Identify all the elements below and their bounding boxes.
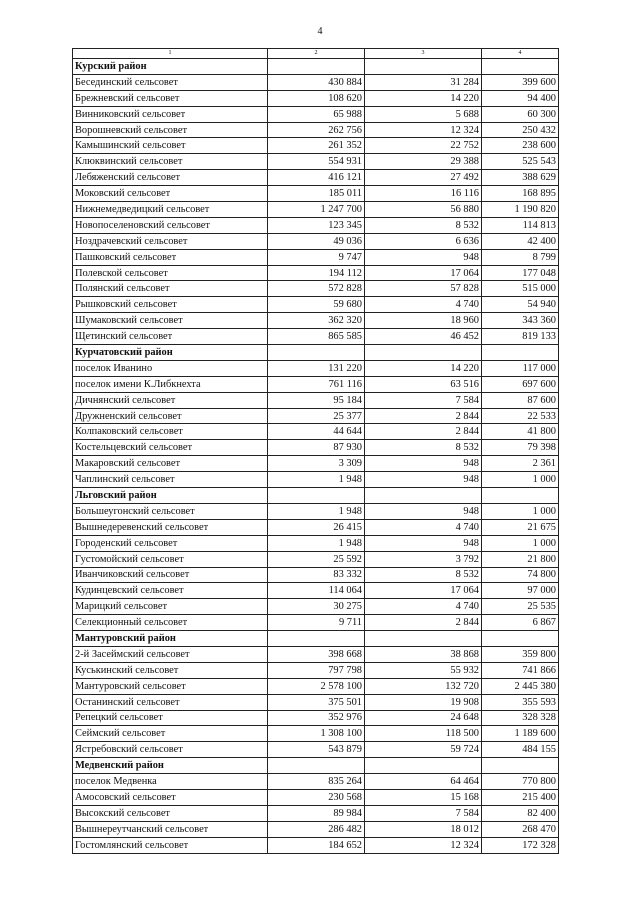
column-4-value: 1 000 <box>482 472 559 488</box>
column-4-value: 42 400 <box>482 233 559 249</box>
settlement-name: Чаплинский сельсовет <box>73 472 268 488</box>
settlement-name: Брежневский сельсовет <box>73 90 268 106</box>
table-row <box>73 519 559 535</box>
table-row <box>73 376 559 392</box>
table-row <box>73 774 559 790</box>
total-value: 230 568 <box>268 789 365 805</box>
column-3-value: 2 844 <box>365 424 482 440</box>
settlement-name: Пашковский сельсовет <box>73 249 268 265</box>
column-4-value: 82 400 <box>482 805 559 821</box>
column-3-value: 15 168 <box>365 789 482 805</box>
column-4-value: 238 600 <box>482 138 559 154</box>
column-4-value: 355 593 <box>482 694 559 710</box>
table-row <box>73 186 559 202</box>
total-value: 375 501 <box>268 694 365 710</box>
column-4-value: 41 800 <box>482 424 559 440</box>
column-3-value: 4 740 <box>365 599 482 615</box>
settlement-name: Нижнемедведицкий сельсовет <box>73 202 268 218</box>
settlement-name: поселок Медвенка <box>73 774 268 790</box>
column-3-value: 2 844 <box>365 408 482 424</box>
column-3-value: 14 220 <box>365 360 482 376</box>
settlement-name: Новопоселеновский сельсовет <box>73 217 268 233</box>
column-3-value: 4 740 <box>365 519 482 535</box>
settlement-name: Винниковский сельсовет <box>73 106 268 122</box>
column-3-value: 55 932 <box>365 662 482 678</box>
column-4-value: 399 600 <box>482 74 559 90</box>
total-value: 572 828 <box>268 281 365 297</box>
table-row <box>73 821 559 837</box>
budget-table <box>72 48 559 854</box>
column-3-value: 57 828 <box>365 281 482 297</box>
column-4-value: 22 533 <box>482 408 559 424</box>
table-row <box>73 694 559 710</box>
column-3-value: 7 584 <box>365 805 482 821</box>
column-3-value <box>365 345 482 361</box>
column-4-value <box>482 488 559 504</box>
total-value: 352 976 <box>268 710 365 726</box>
settlement-name: Густомойский сельсовет <box>73 551 268 567</box>
total-value: 194 112 <box>268 265 365 281</box>
column-3-value: 18 960 <box>365 313 482 329</box>
table-row <box>73 599 559 615</box>
total-value: 1 247 700 <box>268 202 365 218</box>
table-row <box>73 202 559 218</box>
total-value: 25 377 <box>268 408 365 424</box>
table-row <box>73 106 559 122</box>
settlement-name: Амосовский сельсовет <box>73 789 268 805</box>
column-4-value: 1 000 <box>482 535 559 551</box>
district-header-row <box>73 758 559 774</box>
settlement-name: Куськинский сельсовет <box>73 662 268 678</box>
total-value: 1 948 <box>268 535 365 551</box>
column-4-value <box>482 59 559 75</box>
column-number: 1 <box>73 49 268 59</box>
total-value: 114 064 <box>268 583 365 599</box>
total-value <box>268 631 365 647</box>
table-row <box>73 329 559 345</box>
settlement-name: Ястребовский сельсовет <box>73 742 268 758</box>
district-header-row <box>73 345 559 361</box>
total-value: 25 592 <box>268 551 365 567</box>
table-row <box>73 74 559 90</box>
table-row <box>73 424 559 440</box>
settlement-name: Городенский сельсовет <box>73 535 268 551</box>
total-value: 26 415 <box>268 519 365 535</box>
column-4-value: 21 800 <box>482 551 559 567</box>
table-body <box>73 59 559 854</box>
table-row <box>73 551 559 567</box>
table-row <box>73 662 559 678</box>
table-row <box>73 789 559 805</box>
total-value: 87 930 <box>268 440 365 456</box>
settlement-name: Высокский сельсовет <box>73 805 268 821</box>
column-3-value: 59 724 <box>365 742 482 758</box>
table-row <box>73 567 559 583</box>
column-3-value: 5 688 <box>365 106 482 122</box>
table-row <box>73 615 559 631</box>
column-4-value: 25 535 <box>482 599 559 615</box>
district-header-row <box>73 59 559 75</box>
total-value: 3 309 <box>268 456 365 472</box>
total-value: 49 036 <box>268 233 365 249</box>
total-value: 261 352 <box>268 138 365 154</box>
total-value <box>268 345 365 361</box>
settlement-name: Шумаковский сельсовет <box>73 313 268 329</box>
column-4-value: 484 155 <box>482 742 559 758</box>
total-value: 184 652 <box>268 837 365 853</box>
column-4-value: 97 000 <box>482 583 559 599</box>
column-3-value: 8 532 <box>365 567 482 583</box>
total-value: 9 711 <box>268 615 365 631</box>
column-3-value: 14 220 <box>365 90 482 106</box>
settlement-name: Ноздрачевский сельсовет <box>73 233 268 249</box>
column-3-value: 29 388 <box>365 154 482 170</box>
total-value: 123 345 <box>268 217 365 233</box>
total-value: 543 879 <box>268 742 365 758</box>
settlement-name: Дружненский сельсовет <box>73 408 268 424</box>
settlement-name: Гостомлянский сельсовет <box>73 837 268 853</box>
district-header-row <box>73 488 559 504</box>
total-value: 44 644 <box>268 424 365 440</box>
column-3-value: 6 636 <box>365 233 482 249</box>
total-value: 9 747 <box>268 249 365 265</box>
total-value: 65 988 <box>268 106 365 122</box>
total-value <box>268 758 365 774</box>
column-4-value: 1 000 <box>482 503 559 519</box>
settlement-name: Репецкий сельсовет <box>73 710 268 726</box>
settlement-name: Камышинский сельсовет <box>73 138 268 154</box>
table-row <box>73 170 559 186</box>
table-row <box>73 313 559 329</box>
column-number: 3 <box>365 49 482 59</box>
column-number: 2 <box>268 49 365 59</box>
total-value: 2 578 100 <box>268 678 365 694</box>
settlement-name: Селекционный сельсовет <box>73 615 268 631</box>
total-value: 30 275 <box>268 599 365 615</box>
total-value <box>268 488 365 504</box>
column-4-value: 87 600 <box>482 392 559 408</box>
total-value: 1 308 100 <box>268 726 365 742</box>
column-4-value: 1 189 600 <box>482 726 559 742</box>
table-row <box>73 837 559 853</box>
settlement-name: Сеймский сельсовет <box>73 726 268 742</box>
table-row <box>73 408 559 424</box>
column-4-value <box>482 631 559 647</box>
column-number-row <box>73 49 559 59</box>
column-4-value: 770 800 <box>482 774 559 790</box>
column-4-value: 114 813 <box>482 217 559 233</box>
column-4-value: 2 445 380 <box>482 678 559 694</box>
column-3-value: 948 <box>365 249 482 265</box>
total-value: 262 756 <box>268 122 365 138</box>
column-3-value: 7 584 <box>365 392 482 408</box>
settlement-name: Вышнедеревенский сельсовет <box>73 519 268 535</box>
total-value: 362 320 <box>268 313 365 329</box>
table-row <box>73 392 559 408</box>
column-3-value <box>365 59 482 75</box>
district-name: Курчатовский район <box>73 345 268 361</box>
settlement-name: Макаровский сельсовет <box>73 456 268 472</box>
column-4-value: 215 400 <box>482 789 559 805</box>
column-3-value: 118 500 <box>365 726 482 742</box>
column-3-value: 8 532 <box>365 217 482 233</box>
settlement-name: Ворошневский сельсовет <box>73 122 268 138</box>
settlement-name: Полянский сельсовет <box>73 281 268 297</box>
column-4-value: 515 000 <box>482 281 559 297</box>
total-value: 108 620 <box>268 90 365 106</box>
settlement-name: Иванчиковский сельсовет <box>73 567 268 583</box>
district-name: Курский район <box>73 59 268 75</box>
column-3-value: 17 064 <box>365 583 482 599</box>
table-row <box>73 805 559 821</box>
settlement-name: Кудинцевский сельсовет <box>73 583 268 599</box>
table-row <box>73 297 559 313</box>
column-3-value: 3 792 <box>365 551 482 567</box>
column-3-value: 948 <box>365 472 482 488</box>
column-number: 4 <box>482 49 559 59</box>
column-4-value: 359 800 <box>482 646 559 662</box>
district-header-row <box>73 631 559 647</box>
total-value: 865 585 <box>268 329 365 345</box>
column-3-value: 19 908 <box>365 694 482 710</box>
settlement-name: Мантуровский сельсовет <box>73 678 268 694</box>
column-4-value: 525 543 <box>482 154 559 170</box>
column-4-value: 94 400 <box>482 90 559 106</box>
table-row <box>73 90 559 106</box>
column-4-value: 172 328 <box>482 837 559 853</box>
column-3-value: 17 064 <box>365 265 482 281</box>
settlement-name: Большеугонский сельсовет <box>73 503 268 519</box>
settlement-name: Костельцевский сельсовет <box>73 440 268 456</box>
column-4-value: 268 470 <box>482 821 559 837</box>
settlement-name: Останинский сельсовет <box>73 694 268 710</box>
column-3-value: 64 464 <box>365 774 482 790</box>
column-4-value: 21 675 <box>482 519 559 535</box>
column-4-value: 60 300 <box>482 106 559 122</box>
total-value: 430 884 <box>268 74 365 90</box>
column-3-value: 948 <box>365 456 482 472</box>
total-value: 286 482 <box>268 821 365 837</box>
column-4-value: 177 048 <box>482 265 559 281</box>
column-3-value: 16 116 <box>365 186 482 202</box>
column-4-value: 117 000 <box>482 360 559 376</box>
total-value: 95 184 <box>268 392 365 408</box>
settlement-name: Рышковский сельсовет <box>73 297 268 313</box>
total-value: 835 264 <box>268 774 365 790</box>
column-4-value: 250 432 <box>482 122 559 138</box>
column-4-value <box>482 758 559 774</box>
column-3-value: 4 740 <box>365 297 482 313</box>
column-4-value: 388 629 <box>482 170 559 186</box>
table-row <box>73 217 559 233</box>
column-4-value: 343 360 <box>482 313 559 329</box>
column-4-value: 6 867 <box>482 615 559 631</box>
column-4-value: 2 361 <box>482 456 559 472</box>
settlement-name: поселок Иванино <box>73 360 268 376</box>
total-value: 416 121 <box>268 170 365 186</box>
total-value: 761 116 <box>268 376 365 392</box>
column-3-value: 63 516 <box>365 376 482 392</box>
table-row <box>73 138 559 154</box>
settlement-name: Вышнереутчанский сельсовет <box>73 821 268 837</box>
table-row <box>73 503 559 519</box>
table-row <box>73 440 559 456</box>
column-3-value: 948 <box>365 503 482 519</box>
column-3-value <box>365 488 482 504</box>
column-4-value: 741 866 <box>482 662 559 678</box>
table-row <box>73 122 559 138</box>
column-4-value: 697 600 <box>482 376 559 392</box>
total-value: 59 680 <box>268 297 365 313</box>
total-value: 131 220 <box>268 360 365 376</box>
column-3-value <box>365 758 482 774</box>
table-row <box>73 535 559 551</box>
total-value: 83 332 <box>268 567 365 583</box>
settlement-name: 2-й Засеймский сельсовет <box>73 646 268 662</box>
table-row <box>73 456 559 472</box>
table-row <box>73 281 559 297</box>
column-3-value <box>365 631 482 647</box>
total-value: 554 931 <box>268 154 365 170</box>
column-4-value: 74 800 <box>482 567 559 583</box>
settlement-name: Моковский сельсовет <box>73 186 268 202</box>
column-3-value: 46 452 <box>365 329 482 345</box>
district-name: Мантуровский район <box>73 631 268 647</box>
table-row <box>73 265 559 281</box>
table-row <box>73 726 559 742</box>
total-value: 89 984 <box>268 805 365 821</box>
total-value: 1 948 <box>268 503 365 519</box>
total-value <box>268 59 365 75</box>
total-value: 1 948 <box>268 472 365 488</box>
column-4-value: 8 799 <box>482 249 559 265</box>
settlement-name: поселок имени К.Либкнехта <box>73 376 268 392</box>
table-row <box>73 742 559 758</box>
settlement-name: Щетинский сельсовет <box>73 329 268 345</box>
column-3-value: 8 532 <box>365 440 482 456</box>
total-value: 797 798 <box>268 662 365 678</box>
total-value: 185 011 <box>268 186 365 202</box>
column-3-value: 56 880 <box>365 202 482 218</box>
settlement-name: Клюквинский сельсовет <box>73 154 268 170</box>
column-3-value: 948 <box>365 535 482 551</box>
column-4-value <box>482 345 559 361</box>
column-4-value: 328 328 <box>482 710 559 726</box>
table-row <box>73 154 559 170</box>
column-4-value: 79 398 <box>482 440 559 456</box>
column-3-value: 132 720 <box>365 678 482 694</box>
column-3-value: 18 012 <box>365 821 482 837</box>
district-name: Медвенский район <box>73 758 268 774</box>
column-3-value: 2 844 <box>365 615 482 631</box>
total-value: 398 668 <box>268 646 365 662</box>
column-3-value: 12 324 <box>365 122 482 138</box>
column-4-value: 1 190 820 <box>482 202 559 218</box>
settlement-name: Марицкий сельсовет <box>73 599 268 615</box>
page-number: 4 <box>317 26 323 37</box>
column-3-value: 38 868 <box>365 646 482 662</box>
table-row <box>73 583 559 599</box>
settlement-name: Колпаковский сельсовет <box>73 424 268 440</box>
settlement-name: Бесединский сельсовет <box>73 74 268 90</box>
district-name: Льговский район <box>73 488 268 504</box>
column-3-value: 22 752 <box>365 138 482 154</box>
column-4-value: 819 133 <box>482 329 559 345</box>
table-row <box>73 678 559 694</box>
column-3-value: 12 324 <box>365 837 482 853</box>
column-4-value: 54 940 <box>482 297 559 313</box>
settlement-name: Полевской сельсовет <box>73 265 268 281</box>
table-row <box>73 472 559 488</box>
table-row <box>73 249 559 265</box>
column-3-value: 31 284 <box>365 74 482 90</box>
settlement-name: Дичнянский сельсовет <box>73 392 268 408</box>
settlement-name: Лебяженский сельсовет <box>73 170 268 186</box>
column-4-value: 168 895 <box>482 186 559 202</box>
column-3-value: 24 648 <box>365 710 482 726</box>
table-row <box>73 710 559 726</box>
table-row <box>73 233 559 249</box>
column-3-value: 27 492 <box>365 170 482 186</box>
table-row <box>73 646 559 662</box>
table-row <box>73 360 559 376</box>
